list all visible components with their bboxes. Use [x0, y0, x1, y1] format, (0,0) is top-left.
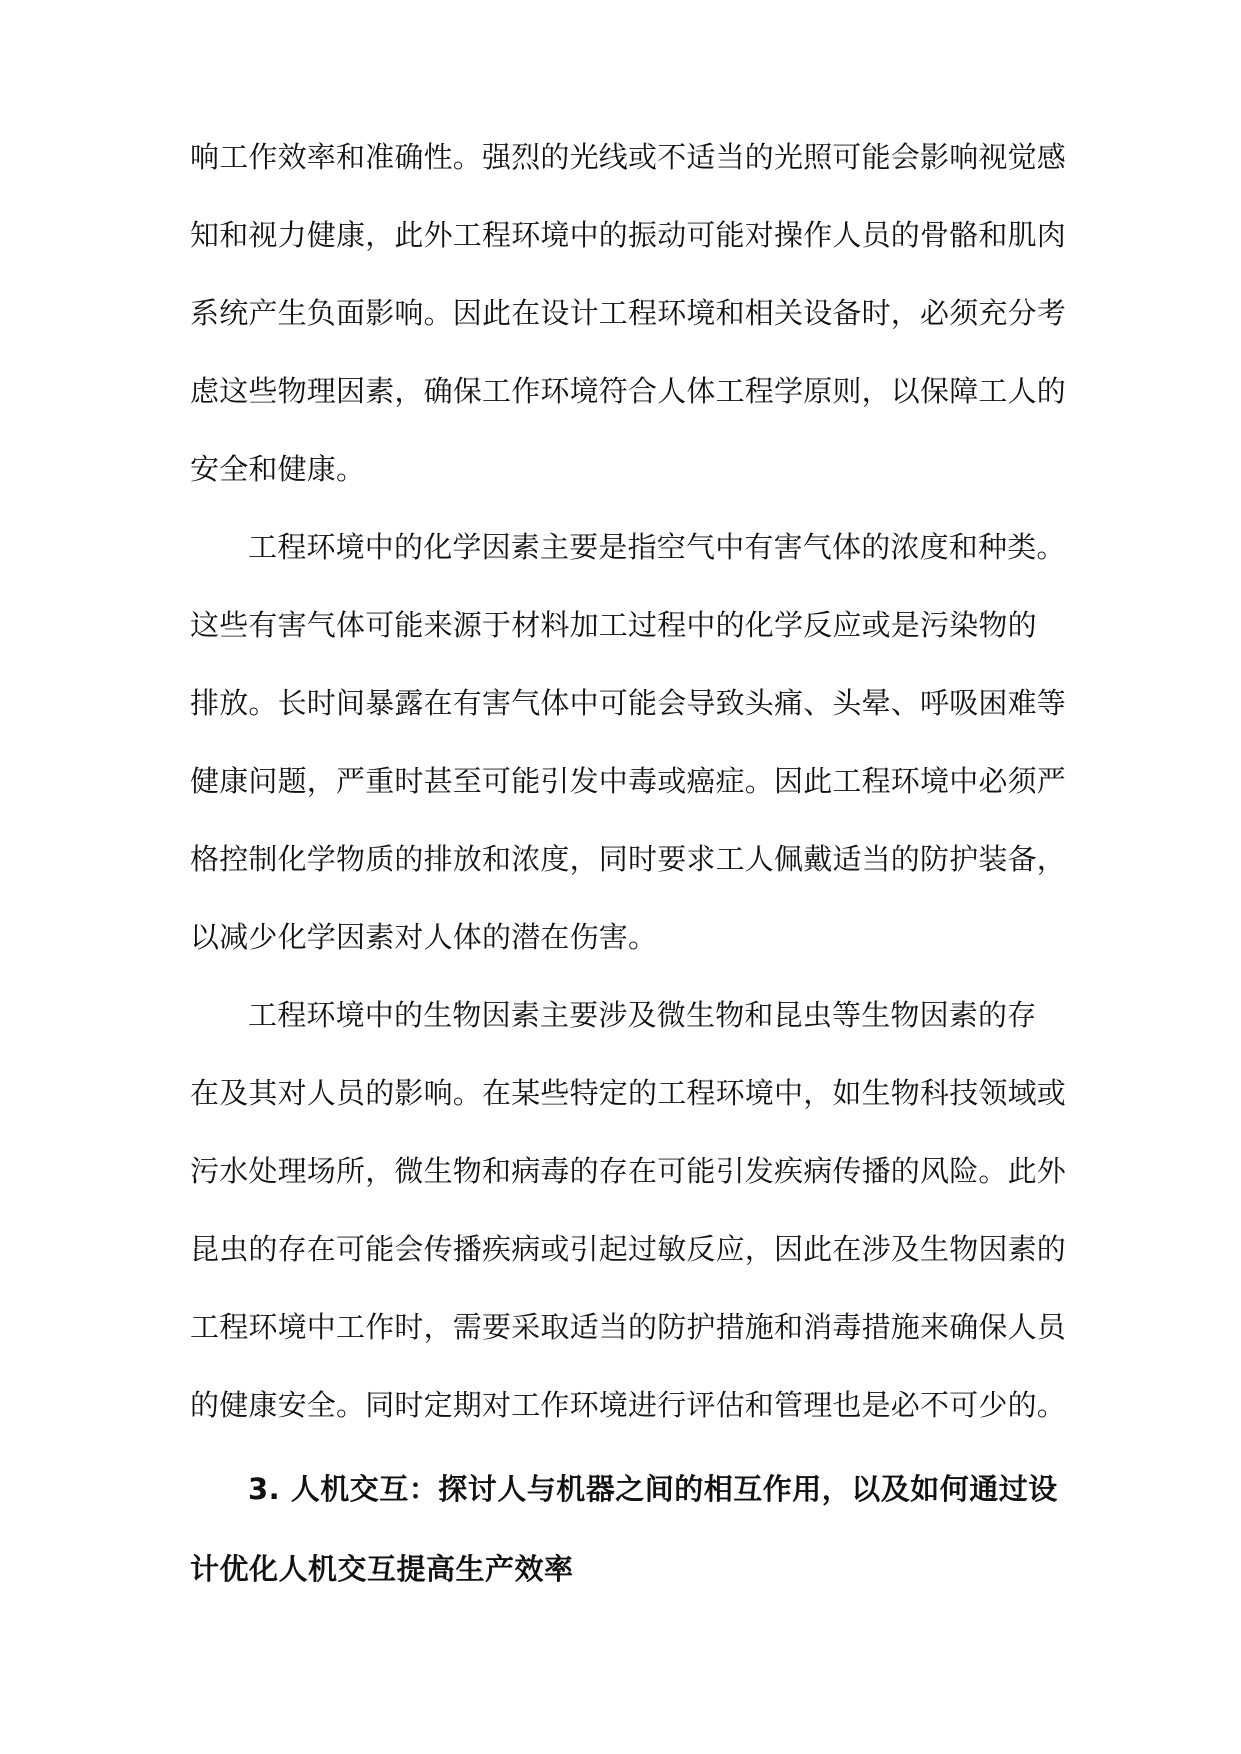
paragraph-1-line-2: 知和视力健康，此外工程环境中的振动可能对操作人员的骨骼和肌肉 — [190, 218, 1067, 252]
paragraph-3-line-6: 的健康安全。同时定期对工作环境进行评估和管理也是必不可少的。 — [190, 1388, 1067, 1422]
paragraph-2-line-2: 这些有害气体可能来源于材料加工过程中的化学反应或是污染物的 — [190, 608, 1037, 642]
paragraph-3-line-3: 污水处理场所，微生物和病毒的存在可能引发疾病传播的风险。此外 — [190, 1154, 1067, 1188]
paragraph-2-line-6: 以减少化学因素对人体的潜在伤害。 — [190, 920, 658, 954]
section-heading-line-1: 3. 人机交互：探讨人与机器之间的相互作用，以及如何通过设 — [248, 1472, 1058, 1506]
paragraph-1-line-3: 系统产生负面影响。因此在设计工程环境和相关设备时，必须充分考 — [190, 296, 1067, 330]
section-heading-line-2: 计优化人机交互提高生产效率 — [190, 1552, 574, 1586]
paragraph-2-line-3: 排放。长时间暴露在有害气体中可能会导致头痛、头晕、呼吸困难等 — [190, 686, 1067, 720]
paragraph-3-line-1: 工程环境中的生物因素主要涉及微生物和昆虫等生物因素的存 — [248, 998, 1037, 1032]
paragraph-3-line-4: 昆虫的存在可能会传播疾病或引起过敏反应，因此在涉及生物因素的 — [190, 1232, 1067, 1266]
paragraph-2-line-1: 工程环境中的化学因素主要是指空气中有害气体的浓度和种类。 — [248, 530, 1066, 564]
paragraph-2-line-5: 格控制化学物质的排放和浓度，同时要求工人佩戴适当的防护装备， — [190, 842, 1067, 876]
paragraph-3-line-2: 在及其对人员的影响。在某些特定的工程环境中，如生物科技领域或 — [190, 1076, 1067, 1110]
paragraph-1-line-4: 虑这些物理因素，确保工作环境符合人体工程学原则，以保障工人的 — [190, 374, 1067, 408]
paragraph-2-line-4: 健康问题，严重时甚至可能引发中毒或癌症。因此工程环境中必须严 — [190, 764, 1067, 798]
paragraph-1-line-1: 响工作效率和准确性。强烈的光线或不适当的光照可能会影响视觉感 — [190, 140, 1067, 174]
paragraph-3-line-5: 工程环境中工作时，需要采取适当的防护措施和消毒措施来确保人员 — [190, 1310, 1067, 1344]
paragraph-1-line-5: 安全和健康。 — [190, 452, 366, 486]
